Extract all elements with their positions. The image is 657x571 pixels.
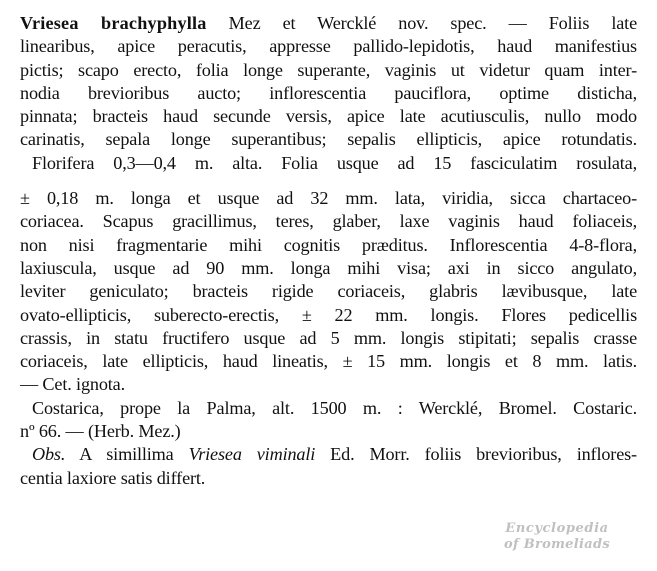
locality-line-1: Costarica, prope la Palma, alt. 1500 m. : Wercklé, Bromel. Costaric. bbox=[32, 397, 637, 418]
description-line-10: — Cet. ignota. bbox=[20, 374, 125, 395]
description-line-8: crassis, in statu fructifero usque ad 5 mm. longis stipitati; sepalis crasse bbox=[20, 327, 637, 348]
description-line-4: non nisi fragmentarie mihi cognitis præditus. Inflorescentia 4-8-flora, bbox=[20, 234, 637, 255]
species-title: Vriesea brachyphylla bbox=[20, 13, 207, 33]
diagnosis-line-1 bbox=[20, 12, 637, 35]
description-line-3: coriacea. Scapus gracillimus, teres, glaber, laxe vaginis haud foliaceis, bbox=[20, 211, 637, 232]
observation-species: Vriesea viminali bbox=[188, 444, 316, 465]
diagnosis-line-3: pictis; scapo erecto, folia longe superante, vaginis ut videtur quam inter- bbox=[20, 59, 637, 80]
diagnosis-line-2: linearibus, apice peracutis, appresse pallido-lepidotis, haud manifestius bbox=[20, 36, 637, 57]
description-line-7: ovato-ellipticis, suberecto-erectis, ± 22 mm. longis. Flores pedicellis bbox=[20, 304, 637, 325]
description-line-9: coriaceis, late ellipticis, haud lineatis, ± 15 mm. longis et 8 mm. latis. bbox=[20, 351, 637, 372]
diagnosis-text-1: Mez et Wercklé nov. spec. — Foliis late bbox=[228, 13, 637, 33]
watermark-line-2: of Bromeliads bbox=[504, 537, 610, 552]
description-line-1: Florifera 0,3—0,4 m. alta. Folia usque ad 15 fasciculatim rosulata, bbox=[32, 152, 637, 173]
description-line-6: leviter geniculato; bracteis rigide coriaceis, glabris lævibusque, late bbox=[20, 281, 637, 302]
observation-line-1 bbox=[20, 443, 637, 466]
diagnosis-line-5: pinnata; bracteis haud secunde versis, apice late acutiusculis, nullo modo bbox=[20, 106, 637, 127]
text-gap bbox=[20, 175, 637, 187]
locality-line-2: nº 66. — (Herb. Mez.) bbox=[20, 421, 181, 442]
watermark-line-1: Encyclopedia bbox=[505, 521, 609, 536]
observation-text-before: A simillima bbox=[79, 444, 174, 465]
diagnosis-line-4: nodia brevioribus aucto; inflorescentia pauciflora, optime disticha, bbox=[20, 82, 637, 103]
observation-label: Obs. bbox=[32, 444, 66, 465]
diagnosis-line-6: carinatis, sepala longe superantibus; sepalis ellipticis, apice rotundatis. bbox=[20, 129, 637, 150]
description-line-5: laxiuscula, usque ad 90 mm. longa mihi visa; axi in sicco angulato, bbox=[20, 257, 637, 278]
description-line-2: ± 0,18 m. longa et usque ad 32 mm. lata, viridia, sicca chartaceo- bbox=[20, 188, 637, 209]
observation-text-after: Ed. Morr. foliis brevioribus, inflores- bbox=[330, 444, 637, 465]
observation-line-2: centia laxiore satis differt. bbox=[20, 467, 206, 488]
